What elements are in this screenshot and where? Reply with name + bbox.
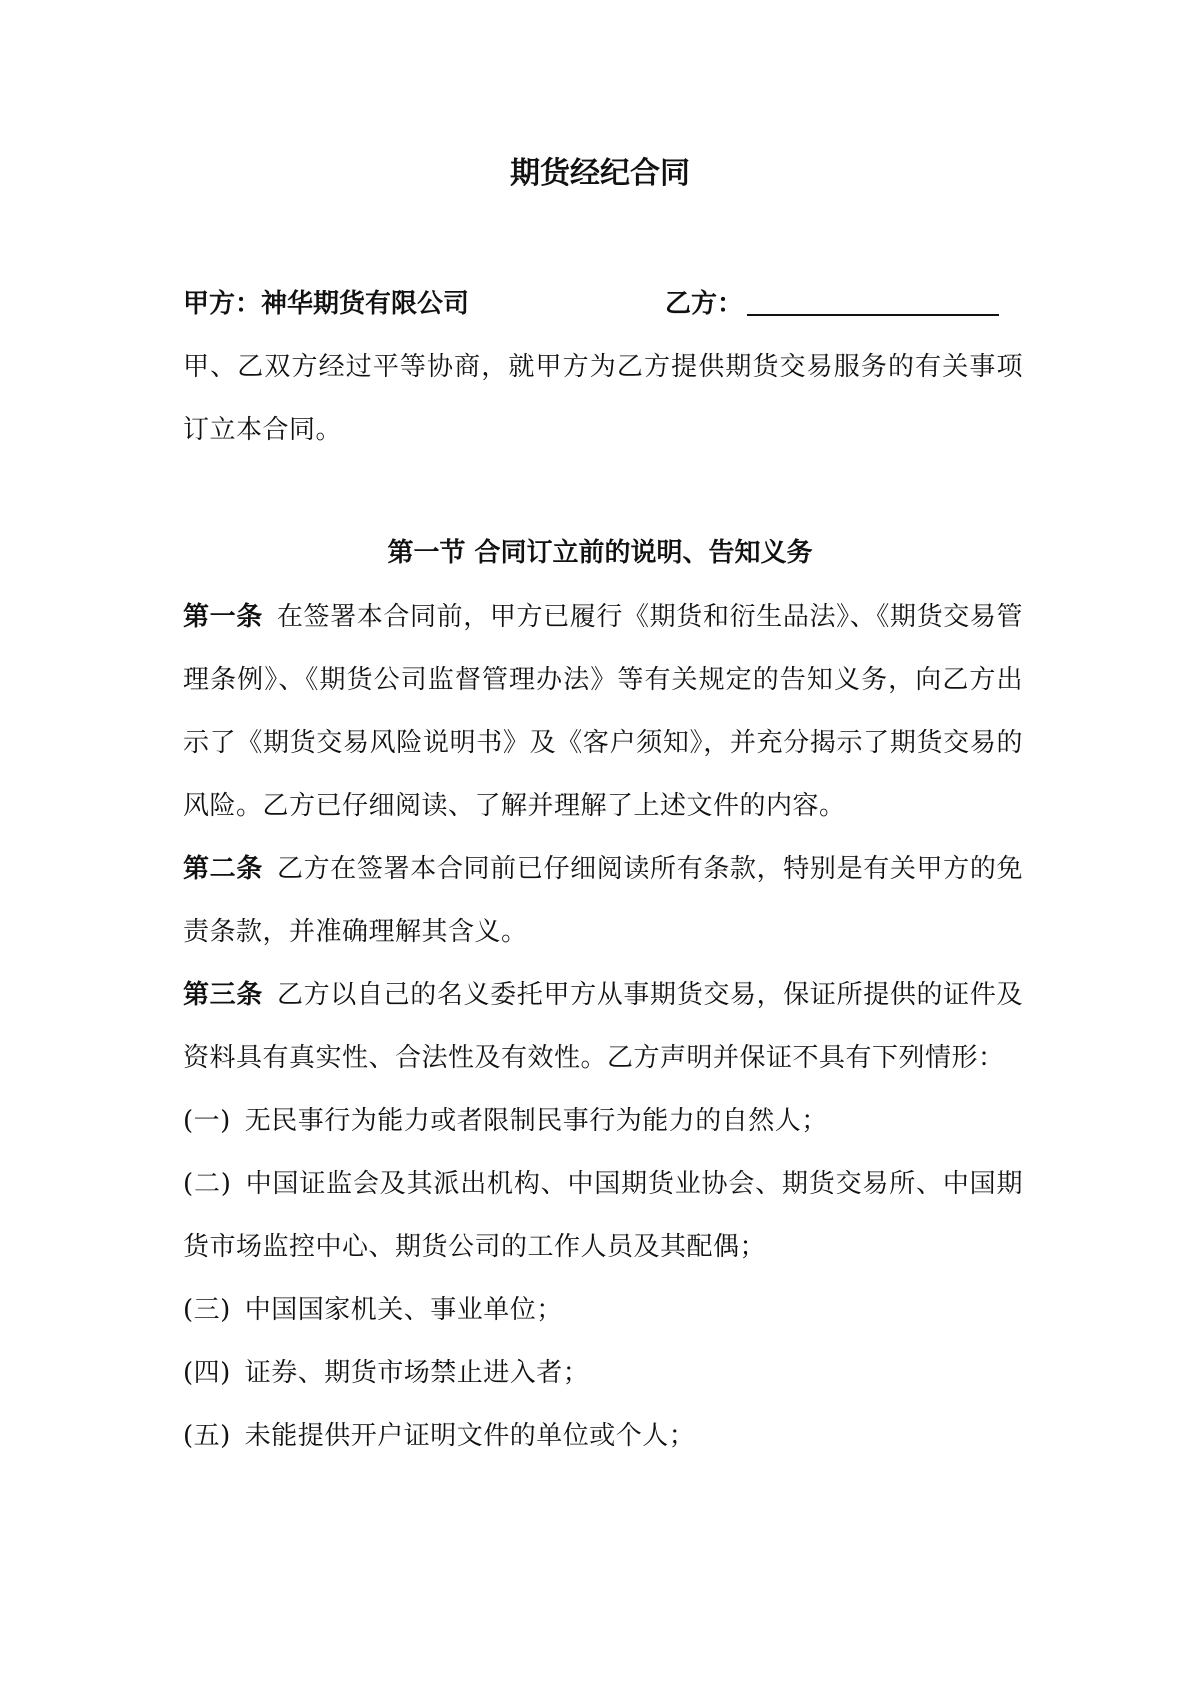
list-marker: (五) <box>183 1421 231 1451</box>
article-text: 乙方以自己的名义委托甲方从事期货交易，保证所提供的证件及资料具有真实性、合法性及有效性。乙方声明并保证不具有下列情形： <box>183 980 1023 1073</box>
list-marker: (二) <box>183 1169 232 1199</box>
party-b-blank <box>747 284 999 316</box>
article-label: 第一条 <box>183 602 263 632</box>
list-item-text: 中国国家机关、事业单位； <box>244 1295 563 1325</box>
list-marker: (四) <box>183 1358 231 1388</box>
list-marker: (三) <box>183 1295 231 1325</box>
intro-paragraph: 甲、乙双方经过平等协商，就甲方为乙方提供期货交易服务的有关事项订立本合同。 <box>183 352 1023 445</box>
article <box>183 586 1023 838</box>
article-text: 在签署本合同前，甲方已履行《期货和衍生品法》、《期货交易管理条例》、《期货公司监督管理办法》等有关规定的告知义务，向乙方出示了《期货交易风险说明书》及《客户须知》，并充分揭示了期货交易的风险。乙方已仔细阅读、了解并理解了上述文件的内容。 <box>183 602 1023 821</box>
list-item <box>183 1153 1023 1279</box>
list-item-text: 无民事行为能力或者限制民事行为能力的自然人； <box>244 1106 828 1136</box>
section-heading: 第一节 合同订立前的说明、告知义务 <box>387 538 813 568</box>
list-item <box>183 1279 1023 1342</box>
article <box>183 964 1023 1090</box>
list-item <box>183 1405 1023 1468</box>
list-item <box>183 1090 1023 1153</box>
list-item-text: 中国证监会及其派出机构、中国期货业协会、期货交易所、中国期货市场监控中心、期货公司的工作人员及其配偶； <box>183 1169 1023 1262</box>
party-a: 甲方：神华期货有限公司 <box>183 289 470 319</box>
party-b-label: 乙方： <box>665 289 744 319</box>
parties-line <box>183 284 1023 324</box>
article-label: 第二条 <box>183 854 263 884</box>
article-label: 第三条 <box>183 980 263 1010</box>
articles-block <box>183 586 1023 1468</box>
party-b <box>665 284 999 324</box>
document-title: 期货经纪合同 <box>510 156 690 191</box>
article <box>183 838 1023 964</box>
list-item-text: 证券、期货市场禁止进入者； <box>244 1358 590 1388</box>
list-item <box>183 1342 1023 1405</box>
list-item-text: 未能提供开户证明文件的单位或个人； <box>244 1421 696 1451</box>
article-text: 乙方在签署本合同前已仔细阅读所有条款，特别是有关甲方的免责条款，并准确理解其含义。 <box>183 854 1023 947</box>
list-marker: (一) <box>183 1106 231 1136</box>
